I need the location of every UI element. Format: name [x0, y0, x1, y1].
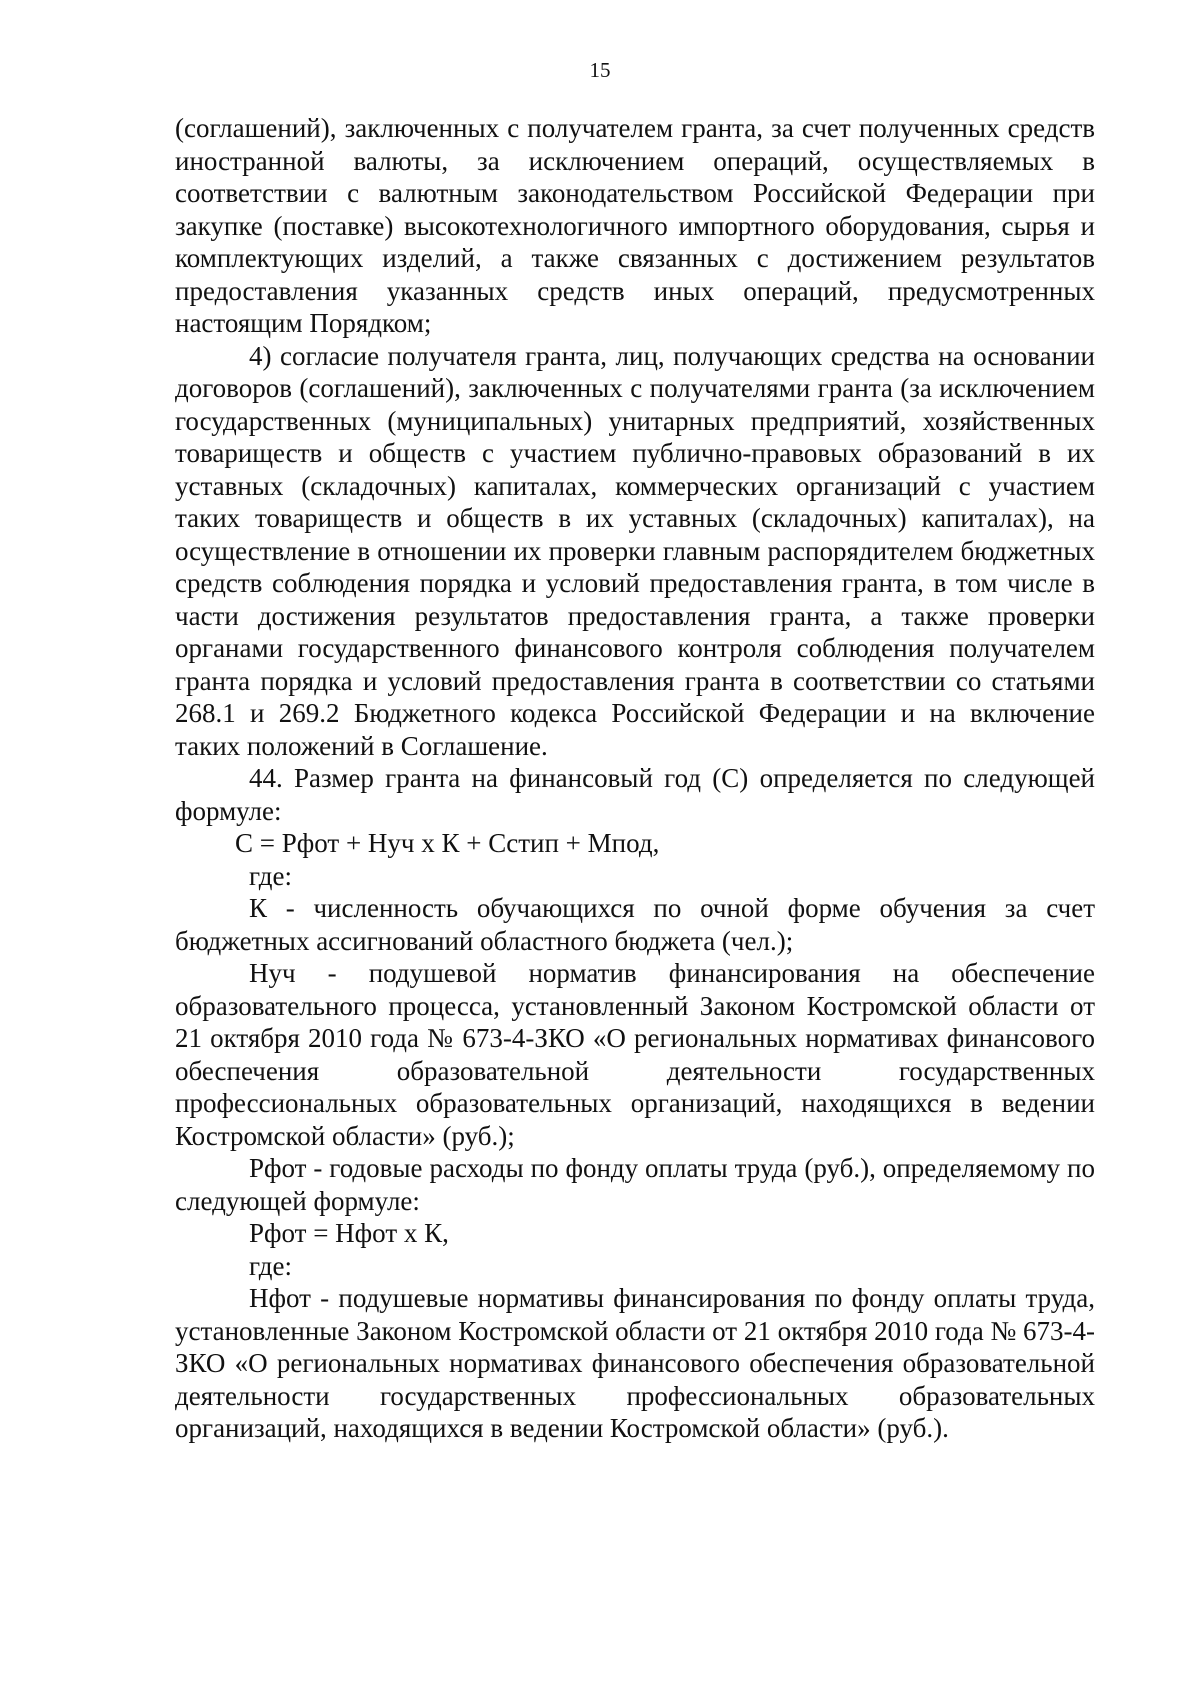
- definition-nuch: Нуч - подушевой норматив финансирования на обеспечение образовательного процесса, установленный Законом Костромской области от 21 октября 2010 года № 673-4-ЗКО «О региональных нормативах финансового обеспечения образовательной деятельности государственных профессиональных образовательных организаций, находящихся в ведении Костромской области» (руб.);: [175, 958, 1095, 1151]
- where-label-2: где:: [249, 1250, 292, 1281]
- document-body: [175, 112, 1095, 1445]
- definition-k: К - численность обучающихся по очной форме обучения за счет бюджетных ассигнований областного бюджета (чел.);: [175, 893, 1095, 956]
- formula-grant-size: С = Рфот + Нуч х К + Cстип + Мпод,: [235, 828, 660, 858]
- paragraph-44: 44. Размер гранта на финансовый год (С) определяется по следующей формуле:: [175, 763, 1095, 826]
- formula-rfot: Рфот = Нфот х К,: [249, 1218, 449, 1248]
- paragraph-continuation: (соглашений), заключенных с получателем гранта, за счет полученных средств иностранной валюты, за исключением операций, осуществляемых в соответствии с валютным законодательством Российской Федерации при закупке (поставке) высокотехнологичного импортного оборудования, сырья и комплектующих изделий, а также связанных с достижением результатов предоставления указанных средств иных операций, предусмотренных настоящим Порядком;: [175, 113, 1095, 338]
- page-number: 15: [589, 58, 611, 82]
- definition-rfot: Рфот - годовые расходы по фонду оплаты труда (руб.), определяемому по следующей формуле:: [175, 1153, 1095, 1216]
- where-label: где:: [249, 860, 292, 891]
- definition-nfot: Нфот - подушевые нормативы финансирования по фонду оплаты труда, установленные Законом Костромской области от 21 октября 2010 года № 673-4-ЗКО «О региональных нормативах финансового обеспечения образовательной деятельности государственных профессиональных образовательных организаций, находящихся в ведении Костромской области» (руб.).: [175, 1283, 1095, 1443]
- paragraph-item-4: 4) согласие получателя гранта, лиц, получающих средства на основании договоров (соглашений), заключенных с получателями гранта (за исключением государственных (муниципальных) унитарных предприятий, хозяйственных товариществ и обществ с участием публично-правовых образований в их уставных (складочных) капиталах, коммерческих организаций с участием таких товариществ и обществ в их уставных (складочных) капиталах), на осуществление в отношении их проверки главным распорядителем бюджетных средств соблюдения порядка и условий предоставления гранта, в том числе в части достижения результатов предоставления гранта, а также проверки органами государственного финансового контроля соблюдения получателем гранта порядка и условий предоставления гранта в соответствии со статьями 268.1 и 269.2 Бюджетного кодекса Российской Федерации и на включение таких положений в Соглашение.: [175, 340, 1095, 761]
